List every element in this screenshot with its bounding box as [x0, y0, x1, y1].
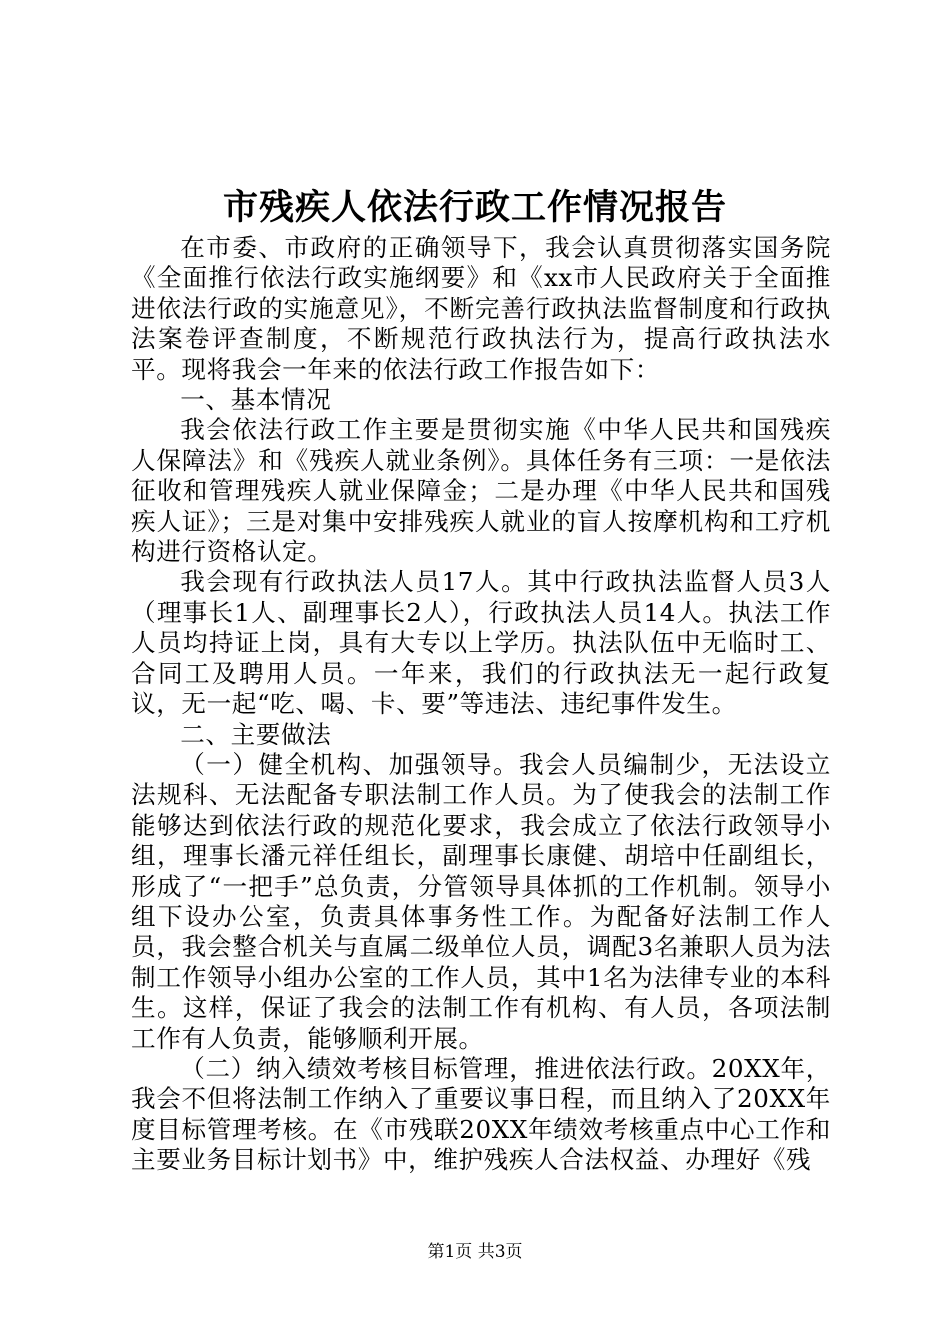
document-title: 市残疾人依法行政工作情况报告: [222, 187, 727, 228]
paragraph-staff: 我会现有行政执法人员17人。其中行政执法监督人员3人（理事长1人、副理事长2人），行政执法人员14人。执法工作人员均持证上岗，具有大专以上学历。执法队伍中无临时工、合同工及聘用人员。一年来，我们的行政执法无一起行政复议，无一起“吃、喝、卡、要”等违法、违纪事件发生。: [131, 567, 831, 719]
paragraph-intro: 在市委、市政府的正确领导下，我会认真贯彻落实国务院《全面推行依法行政实施纲要》和《xx市人民政府关于全面推进依法行政的实施意见》，不断完善行政执法监督制度和行政执法案卷评查制度，不断规范行政执法行为，提高行政执法水平。现将我会一年来的依法行政工作报告如下：: [131, 233, 831, 384]
document-body: [131, 233, 831, 1176]
paragraph-performance: （二）纳入绩效考核目标管理，推进依法行政。20XX年，我会不但将法制工作纳入了重要议事日程，而且纳入了20XX年度目标管理考核。在《市残联20XX年绩效考核重点中心工作和主要业务目标计划书》中，维护残疾人合法权益、办理好《残: [131, 1053, 831, 1175]
section-heading-basic: 一、基本情况: [180, 385, 332, 415]
paragraph-duties: 我会依法行政工作主要是贯彻实施《中华人民共和国残疾人保障法》和《残疾人就业条例》。具体任务有三项：一是依法征收和管理残疾人就业保障金；二是办理《中华人民共和国残疾人证》；三是对集中安排残疾人就业的盲人按摩机构和工疗机构进行资格认定。: [131, 415, 831, 567]
page-footer: 第1页 共3页: [427, 1242, 523, 1262]
paragraph-organization: （一）健全机构、加强领导。我会人员编制少，无法设立法规科、无法配备专职法制工作人员。为了使我会的法制工作能够达到依法行政的规范化要求，我会成立了依法行政领导小组，理事长潘元祥任组长，副理事长康健、胡培中任副组长，形成了“一把手”总负责，分管领导具体抓的工作机制。领导小组下设办公室，负责具体事务性工作。为配备好法制工作人员，我会整合机关与直属二级单位人员，调配3名兼职人员为法制工作领导小组办公室的工作人员，其中1名为法律专业的本科生。这样，保证了我会的法制工作有机构、有人员，各项法制工作有人负责，能够顺利开展。: [131, 749, 831, 1053]
section-heading-practices: 二、主要做法: [180, 719, 332, 749]
